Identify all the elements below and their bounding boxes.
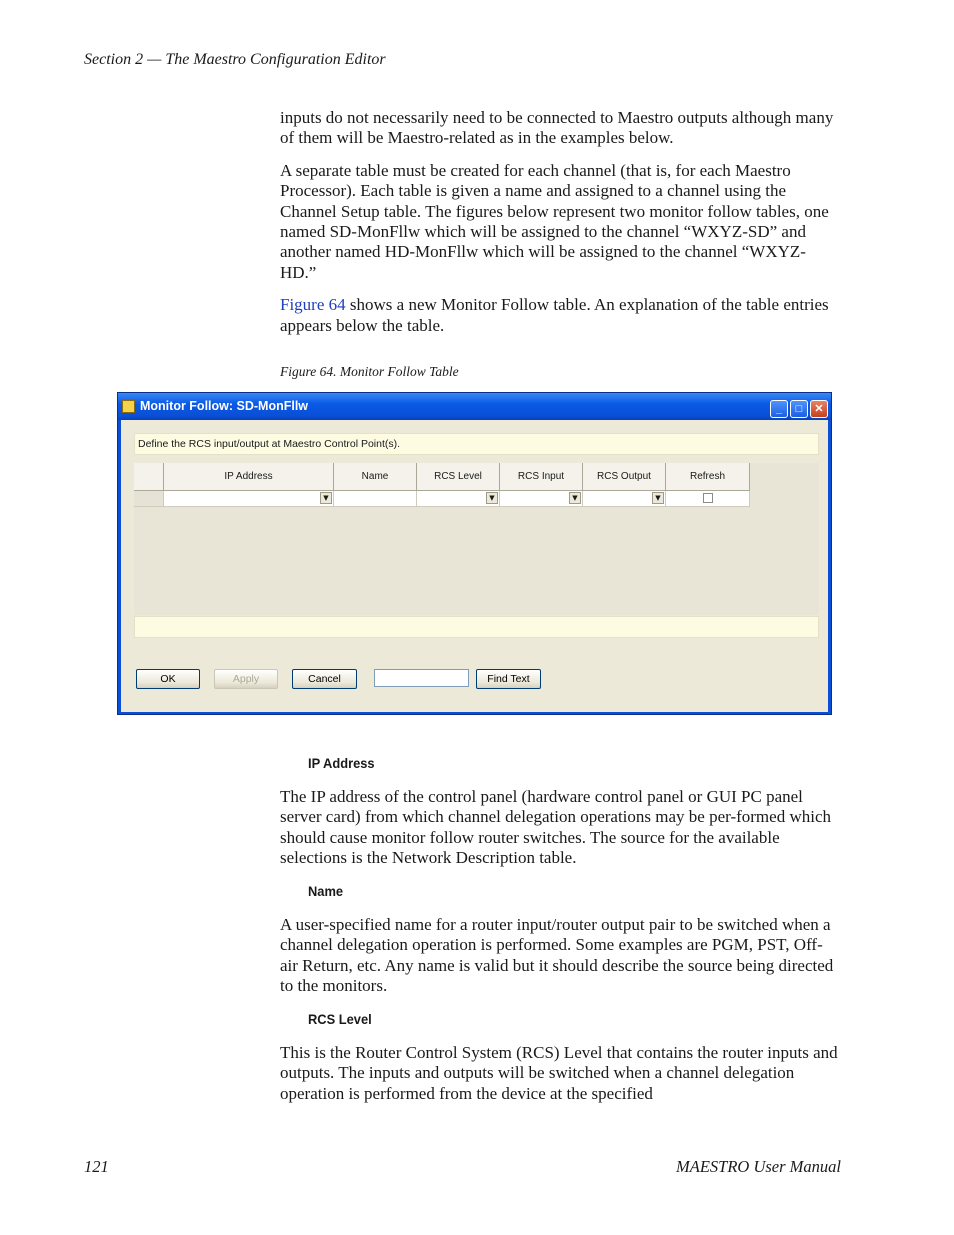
maximize-button[interactable]: □ bbox=[790, 400, 808, 418]
find-text-input[interactable] bbox=[374, 669, 469, 687]
manual-title: MAESTRO User Manual bbox=[676, 1157, 841, 1176]
refresh-checkbox[interactable] bbox=[703, 493, 713, 503]
subheading-rcs-level: RCS Level bbox=[308, 1011, 372, 1027]
rcs-level-description: This is the Router Control System (RCS) Level that contains the router inputs and outputs. The inputs and outputs will be switched when a channel delegation operation is performed from the device at the specified bbox=[280, 1043, 838, 1103]
intro-paragraph-3: Figure 64 shows a new Monitor Follow table. An explanation of the table entries appears below the table. bbox=[280, 295, 829, 335]
column-header-rcs-input[interactable]: RCS Input bbox=[500, 463, 583, 491]
name-cell[interactable] bbox=[334, 491, 417, 507]
chevron-down-icon[interactable]: ▼ bbox=[652, 492, 664, 504]
chevron-down-icon[interactable]: ▼ bbox=[320, 492, 332, 504]
refresh-cell bbox=[666, 491, 750, 507]
ok-button[interactable]: OK bbox=[136, 669, 200, 689]
rcs-output-dropdown[interactable] bbox=[583, 491, 666, 507]
figure-64-link[interactable]: Figure 64 bbox=[280, 295, 346, 315]
column-header-refresh[interactable]: Refresh bbox=[666, 463, 750, 491]
column-header-name[interactable]: Name bbox=[334, 463, 417, 491]
figure-caption: Figure 64. Monitor Follow Table bbox=[280, 364, 459, 379]
subheading-ip-address: IP Address bbox=[308, 755, 375, 771]
info-bar: Define the RCS input/output at Maestro Control Point(s). bbox=[134, 433, 819, 455]
intro-paragraph-2: A separate table must be created for each channel (that is, for each Maestro Processor). Each table is given a name and assigned to a channel using the Channel Setup table. The figures below represent two monitor follow tables, one named SD-MonFllw which will be assigned to the channel “WXYZ-SD” and another named HD-MonFllw which will be assigned to the channel “WXYZ-HD.” bbox=[280, 161, 829, 282]
column-header-ip-address[interactable]: IP Address bbox=[164, 463, 334, 491]
intro-text bbox=[280, 108, 840, 336]
find-text-button[interactable]: Find Text bbox=[476, 669, 541, 689]
window-client-area bbox=[121, 420, 828, 712]
minimize-button[interactable]: _ bbox=[770, 400, 788, 418]
rcs-level-dropdown[interactable] bbox=[417, 491, 500, 507]
window-titlebar[interactable] bbox=[118, 393, 831, 420]
ip-address-dropdown[interactable] bbox=[164, 491, 334, 507]
chevron-down-icon[interactable]: ▼ bbox=[569, 492, 581, 504]
name-description: A user-specified name for a router input/router output pair to be switched when a channel delegation operation is performed. Some examples are PGM, PST, Off-air Return, etc. Any name is valid but it should describe the source being directed to the monitors. bbox=[280, 915, 834, 995]
app-icon bbox=[122, 400, 135, 413]
apply-button[interactable]: Apply bbox=[214, 669, 278, 689]
row-header-corner bbox=[134, 463, 164, 491]
intro-paragraph-1: inputs do not necessarily need to be connected to Maestro outputs although many of them will be Maestro-related as in the examples below. bbox=[280, 108, 834, 148]
row-header[interactable] bbox=[134, 491, 164, 507]
column-header-rcs-level[interactable]: RCS Level bbox=[417, 463, 500, 491]
monitor-follow-window bbox=[117, 392, 832, 715]
subheading-name: Name bbox=[308, 883, 344, 899]
cancel-button[interactable]: Cancel bbox=[292, 669, 357, 689]
status-bar bbox=[134, 616, 819, 638]
chevron-down-icon[interactable]: ▼ bbox=[486, 492, 498, 504]
rcs-input-dropdown[interactable] bbox=[500, 491, 583, 507]
close-button[interactable]: ✕ bbox=[810, 400, 828, 418]
column-header-rcs-output[interactable]: RCS Output bbox=[583, 463, 666, 491]
monitor-follow-grid bbox=[134, 463, 819, 615]
ip-address-description: The IP address of the control panel (hardware control panel or GUI PC panel server card) from which channel delegation operations may be per-formed which should cause monitor follow router switches. The source for the available selections is the Network Description table. bbox=[280, 787, 831, 867]
window-title: Monitor Follow: SD-MonFllw bbox=[140, 399, 309, 413]
page-number: 121 bbox=[84, 1157, 109, 1176]
running-head: Section 2 — The Maestro Configuration Editor bbox=[84, 51, 386, 68]
